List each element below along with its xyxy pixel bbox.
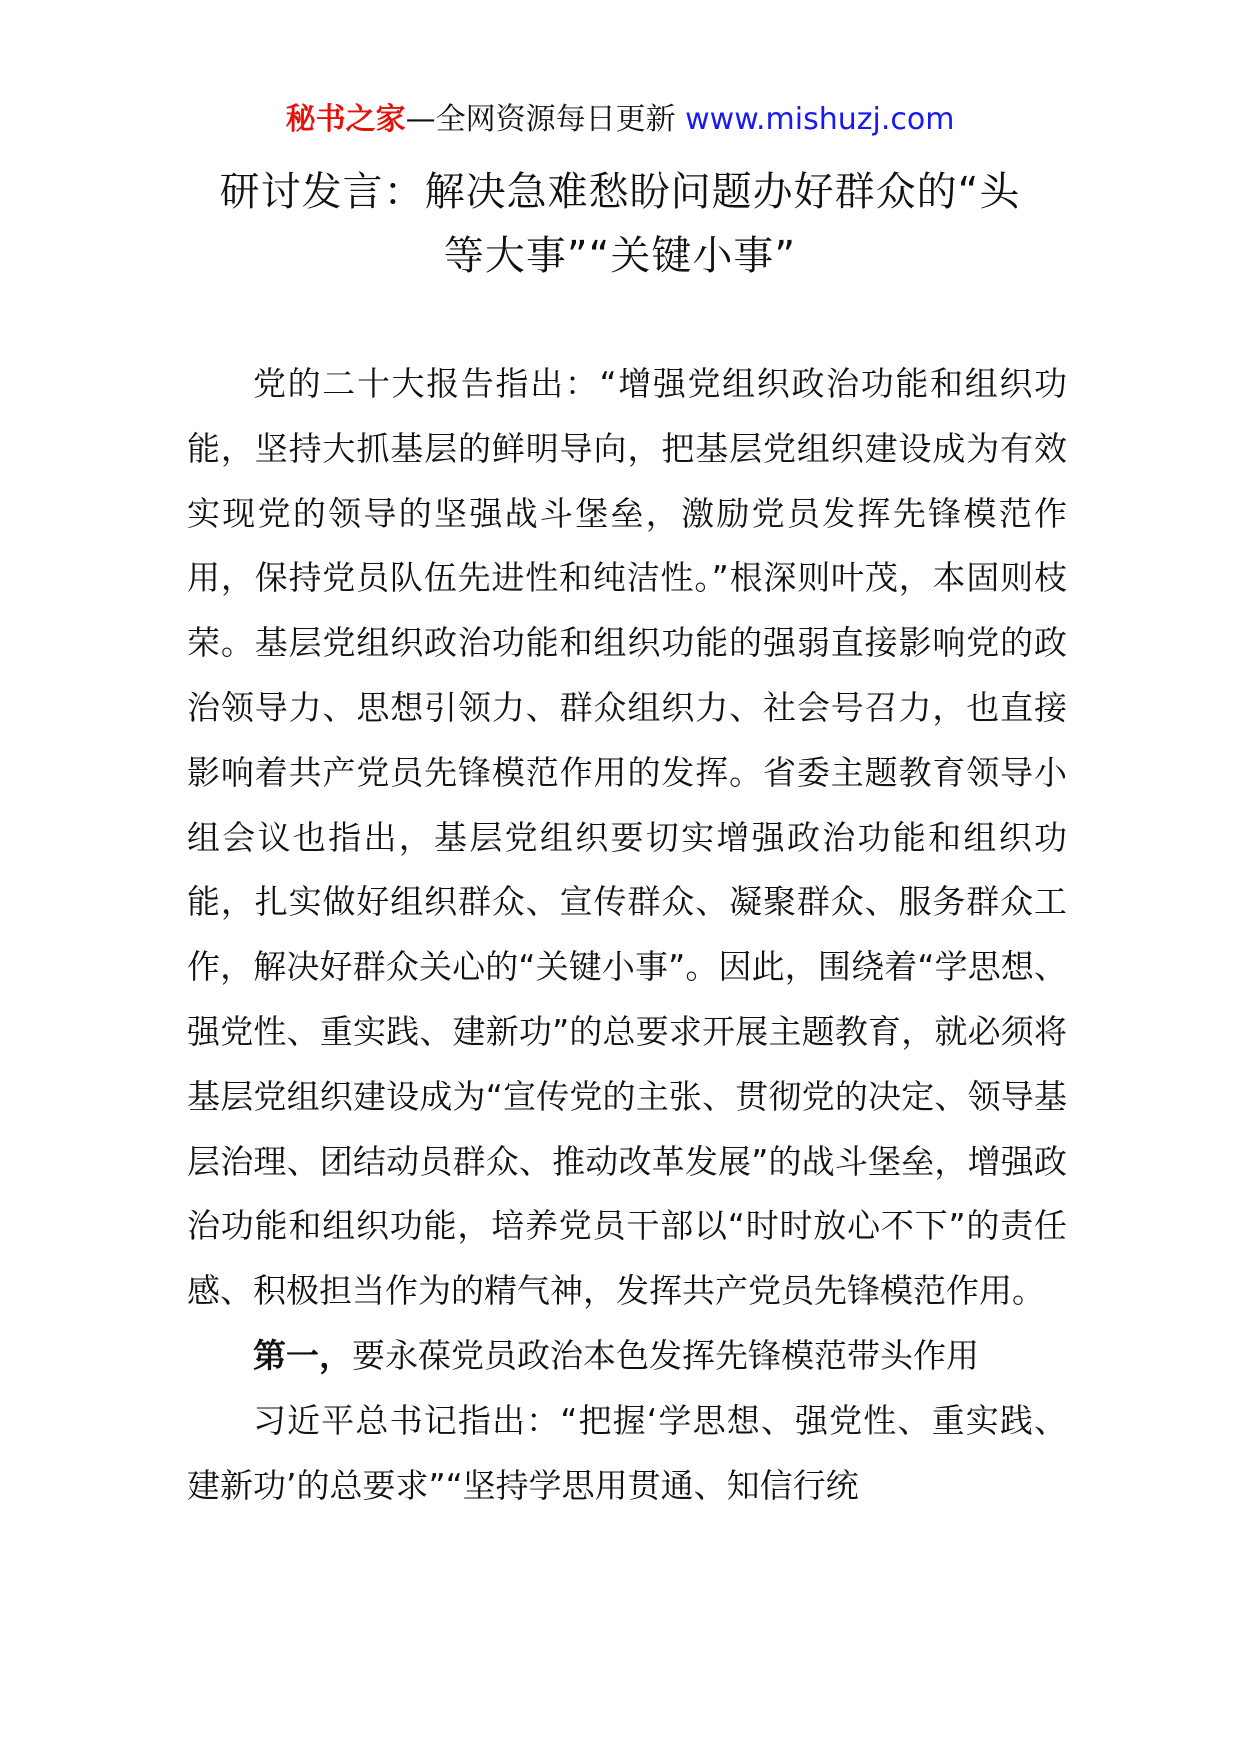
title-line-2: 等大事”“关键小事” [443, 233, 797, 279]
site-header [0, 100, 1240, 140]
paragraph-intro: 党的二十大报告指出：“增强党组织政治功能和组织功能，坚持大抓基层的鲜明导向，把基层党组织建设成为有效实现党的领导的坚强战斗堡垒，激励党员发挥先锋模范作用，保持党员队伍先进性和纯洁性。”根深则叶茂，本固则枝荣。基层党组织政治功能和组织功能的强弱直接影响党的政治领导力、思想引领力、群众组织力、社会号召力，也直接影响着共产党员先锋模范作用的发挥。省委主题教育领导小组会议也指出，基层党组织要切实增强政治功能和组织功能，扎实做好组织群众、宣传群众、凝聚群众、服务群众工作，解决好群众关心的“关键小事”。因此，围绕着“学思想、强党性、重实践、建新功”的总要求开展主题教育，就必须将基层党组织建设成为“宣传党的主张、贯彻党的决定、领导基层治理、团结动员群众、推动改革发展”的战斗堡垒，增强政治功能和组织功能，培养党员干部以“时时放心不下”的责任感、积极担当作为的精气神，发挥共产党员先锋模范作用。 [187, 364, 1067, 1311]
document-body [187, 352, 1067, 1518]
brand-name: 秘书之家 [285, 102, 406, 137]
header-tagline: —全网资源每日更新 [405, 102, 686, 137]
section-heading-1 [187, 1324, 1067, 1389]
title-line-1: 研讨发言：解决急难愁盼问题办好群众的“头 [219, 169, 1021, 215]
paragraph-section-1: 习近平总书记指出：“把握‘学思想、强党性、重实践、建新功’的总要求”“坚持学思用贯通、知信行统 [187, 1400, 1067, 1505]
section-heading-text: 要永葆党员政治本色发挥先锋模范带头作用 [352, 1335, 979, 1375]
site-url-link[interactable]: www.mishuzj.com [685, 102, 955, 137]
document-title [160, 160, 1080, 288]
section-heading-lead: 第一， [253, 1335, 352, 1375]
